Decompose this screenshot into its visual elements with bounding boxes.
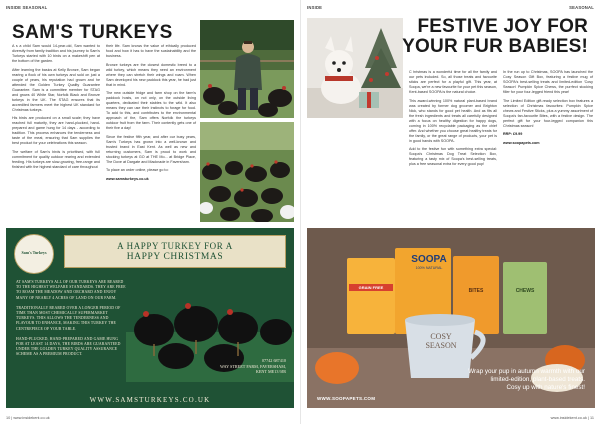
page-footer: 10 | www.insidekent.co.uk <box>6 416 50 420</box>
ad-paragraph: AT SAM'S TURKEYS ALL OF OUR TURKEYS ARE REARED TO THE HIGHEST WELFARE STANDARDS. THEY ARE FREE TO ROAM THE MEADOW AND ORCHARD AND ENJOY MANY OF NEARLY 4 ACRES OF LAND ON OUR FARM. <box>16 280 126 300</box>
ad-phone[interactable]: 07742 687410 <box>261 358 286 363</box>
page-header <box>307 5 594 14</box>
mug-line-2: SEASON <box>425 341 457 350</box>
farmer-turkeys-photo <box>200 20 294 118</box>
turkey-flock-photo <box>200 122 294 222</box>
ad-paragraph: TRADITIONALLY REARED OVER A LONGER PERIOD OF TIME THAN MOST CHEMICALLY SUPERMARKET TURKEYS. THIS ALLOWS THE TENDERNESS AND FLAVOUR TO ENHANCE, MAKING THIS TURKEY THE CENTREPIECE OF YOUR TABLE. <box>16 305 121 331</box>
sams-turkeys-logo: Sam's Turkeys <box>14 234 54 274</box>
sams-turkeys-advert <box>6 228 294 408</box>
ad-address-2: KENT ME13 9JR <box>255 369 286 374</box>
pack-label-grain-free: GRAIN FREE <box>349 284 393 291</box>
ad-headline-2: HAPPY CHRISTMAS <box>126 252 224 262</box>
paragraph: To place an order online, please go to: <box>106 168 169 172</box>
article-column-1 <box>12 44 100 173</box>
paragraph: Add to the festive fun with something extra special: Soopa's Christmas Dog Treat Selection Box, featuring a tasty mix of Soopa's best-selling treats, plus a free seasonal extra for every good pup! <box>409 147 497 166</box>
header-section: SEASONAL <box>22 5 48 10</box>
ad-address-1: WAY STREET FARM, FAVERSHAM, <box>219 363 286 369</box>
paragraph: A s a child Sam would 14-year-old, Sam wanted to diversify from family tradition and his journey to Sam's Turkeys started with 10 birds on a makeshift pen at the bottom of the garden. <box>12 44 101 63</box>
article-column-2 <box>503 70 593 149</box>
website-link[interactable]: www.samsturkeys.co.uk <box>106 176 149 181</box>
tagline-3: Cosy up with nature's finest! <box>506 384 585 391</box>
ad-paragraph: HAND-PLUCKED, HAND-PREPARED AND GAME HUNG FOR AT LEAST 14 DAYS, THE BIRDS ARE GUARANTEED UNDER THE GOLDEN TURKEY QUALITY ASSURANCE SCHEME AS A PREMIUM PRODUCT. <box>16 336 121 357</box>
paragraph: This award-winning 100% natural plant-based brand was created by former dog groomer and Brighton Nick, who stands for good pet health. And as fits all the fresh ingredients and treats all carefully designed with a focus on healthy digestion for happy dogs, coming in 100% recyclable packaging as the chief offer. And whether you choose great healthy treats for the family, or the great range of products, your pet is in good hands with SOOPA. <box>409 98 497 143</box>
paragraph: their life. Sam knows the value of ethically produced food and how it has to have the sustainability and the business. <box>106 44 196 58</box>
ad-contact-block <box>196 358 286 375</box>
soopa-advert <box>307 228 595 408</box>
soopa-tagline <box>395 368 585 392</box>
paragraph: After learning the basics at Kelly Bronze, Sam began rearing a flock of his own turkeys and sold on just a couple of years, his reputation had grown and he attended the Golden Turkey Quality Guarantee Guarantee. Sam is a committee member for STAG and grows 40 White Star, Norfolk Black and Bronze turkeys in the UK. The STAG ensures that its accredited farmers meet the highest UK standard for Christmas turkeys. <box>12 67 100 112</box>
paragraph: In the run up to Christmas, SOOPA has launched the Cosy Season Gift Box, featuring a festive mug of SOOPA's best-selling treats and limited-edition 'Cosy Season' Pumpkin Spice Chews, the purrfect stocking filler for your four-legged friend this year! <box>503 70 593 94</box>
website-link[interactable]: www.soopapets.com <box>503 140 540 145</box>
mug-text <box>415 332 467 350</box>
header-brand: INSIDE <box>6 5 22 10</box>
ad-website[interactable]: WWW.SAMSTURKEYS.CO.UK <box>89 396 211 404</box>
soopa-brand-sub: 100% NATURAL <box>415 266 443 270</box>
paragraph: C hristmas is a wonderful time for all the family and our pets included. So, all those treats and favourite sticks are perfect for a playful gift. This year, at Soopa, we're a new favourite for your pet this season, Kent-based SOOPA is the natural choice. <box>409 70 497 94</box>
paragraph: The Limited Edition gift-ready selection box features a selection of Christmas favourites: Pumpkin Spice chews and Festive Sticks, plus a yummy assortment of Soopa's fan-favourite Bites, with a festive design. The perfect gift for your four-legged companion this Christmas season! <box>503 98 593 128</box>
page-footer: www.insidekent.co.uk | 11 <box>550 416 594 420</box>
paragraph: Since the festive fifth year, and after our busy years, Sam's Turkeys has grown into a well-known and trusted brand in East Kent. As well as new and returning customers, Sam is proud to work and stocking turkeys at GO at THE Mo... at Bridge Place, The Dove at Dargate and Macknade in Faversham. <box>106 134 196 164</box>
tagline-2: limited-edition, plant-based treats. <box>490 376 585 383</box>
pack-label-chews: CHEWS <box>515 288 535 294</box>
ad-headline-1: A HAPPY TURKEY FOR A <box>117 241 233 251</box>
article-title: SAM'S TURKEYS <box>12 22 173 43</box>
title-line-1: FESTIVE JOY FOR <box>417 16 588 37</box>
paragraph: His birds are produced on a small scale; they have reached full maturity, they are hand-plucked, hand-prepared and game hung for 14 days - according to tradition. This process enhances the tenderness and taste of the meat, ensuring that Sam supplies the best product for your celebrations this season. <box>12 116 100 145</box>
article-column-1 <box>409 70 497 171</box>
price-rrp: RRP: £9.99 <box>503 132 523 136</box>
paragraph: Bronze turkeys are the closest domestic breed to a wild turkey, which means they need an environment where they can stretch their wings and roam. When Sam developed his new paddock this year, he had just that in mind. <box>106 62 196 87</box>
page-header <box>6 5 294 14</box>
tagline-1: Wrap your pup in autumn warmth with our <box>468 368 585 375</box>
right-page <box>300 0 600 424</box>
mug-line-1: COSY <box>430 332 452 341</box>
festive-dog-photo <box>307 18 403 118</box>
ad-headline-banner <box>64 235 286 268</box>
pack-label-bites: BITES <box>468 288 484 294</box>
article-column-2 <box>106 44 196 185</box>
paragraph: The new outside fridge and farm shop on the farm's paddock hosts, on not only, on the outside living quarters, dedicated their stables to the wild. It also means they can use their instincts to forage for food. To add to this, and contributes to the environmental approach of the, Sam offers Norfolk the turkeys outdoor fruit from the farm. Their contently gets one of their five a day! <box>106 91 196 130</box>
title-line-2: YOUR FUR BABIES! <box>402 36 588 57</box>
header-brand: INSIDE <box>307 5 323 10</box>
soopa-brand-logo: SOOPA <box>411 254 447 265</box>
paragraph: The welfare of Sam's birds is prioritised, with full commitment for quality outdoor rearing and extended feeding. His turkeys are slow-growing, free-range and finished with the highest standard of care throughout <box>12 149 100 169</box>
ad-body-text <box>16 280 126 363</box>
article-title <box>402 17 588 57</box>
soopa-website[interactable]: WWW.SOOPAPETS.COM <box>317 396 376 401</box>
header-section: SEASONAL <box>569 5 594 10</box>
